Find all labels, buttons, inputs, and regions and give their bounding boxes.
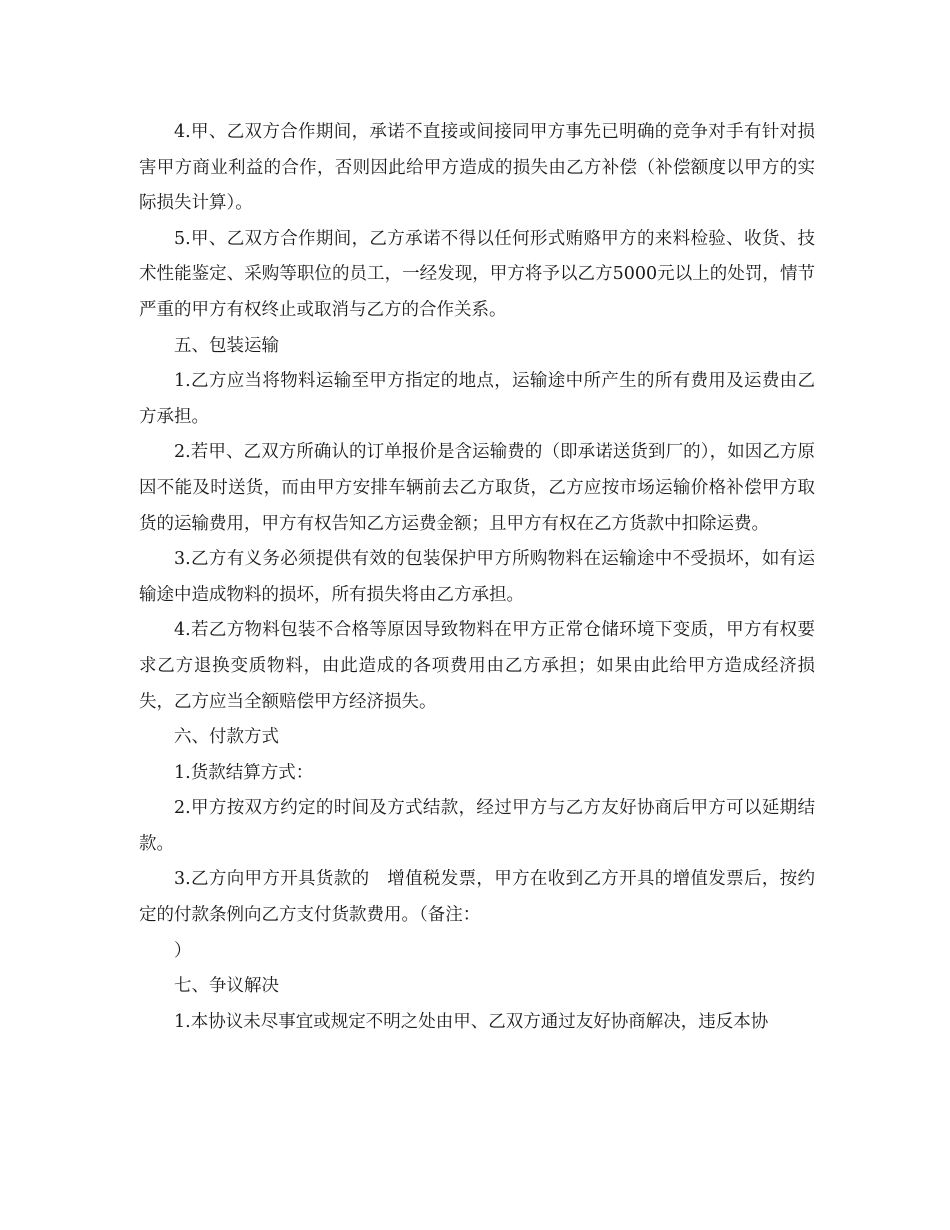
clause-4-competitor-cooperation: 4.甲、乙双方合作期间，承诺不直接或间接同甲方事先已明确的竞争对手有针对损害甲方商业利益的合作，否则因此给甲方造成的损失由乙方补偿（补偿额度以甲方的实际损失计算）。	[139, 122, 815, 214]
clause-transport-1: 1.乙方应当将物料运输至甲方指定的地点，运输途中所产生的所有费用及运费由乙方承担。	[139, 371, 815, 427]
clause-transport-2: 2.若甲、乙双方所确认的订单报价是含运输费的（即承诺送货到厂的），如因乙方原因不能及时送货，而由甲方安排车辆前去乙方取货，乙方应按市场运输价格补偿甲方取货的运输费用，甲方有权告知乙方运费金额；且甲方有权在乙方货款中扣除运费。	[139, 442, 815, 534]
section-heading-dispute-resolution: 七、争议解决	[174, 976, 279, 997]
clause-payment-1: 1.货款结算方式：	[174, 762, 314, 783]
clause-transport-3: 3.乙方有义务必须提供有效的包装保护甲方所购物料在运输途中不受损坏，如有运输途中造成物料的损坏，所有损失将由乙方承担。	[139, 549, 815, 605]
clause-dispute-1: 1.本协议未尽事宜或规定不明之处由甲、乙双方通过友好协商解决，违反本协	[174, 1011, 769, 1032]
section-heading-packaging-transport: 五、包装运输	[174, 335, 279, 356]
clause-payment-3: 3.乙方向甲方开具货款的 增值税发票，甲方在收到乙方开具的增值发票后，按约定的付款条例向乙方支付货款费用。（备注：	[139, 869, 815, 926]
clause-5-no-bribery: 5.甲、乙双方合作期间，乙方承诺不得以任何形式贿赂甲方的来料检验、收货、技术性能鉴定、采购等职位的员工，一经发现，甲方将予以乙方5000元以上的处罚，情节严重的甲方有权终止或取消与乙方的合作关系。	[139, 228, 815, 320]
closing-parenthesis-line: ）	[174, 940, 192, 961]
section-heading-payment-method: 六、付款方式	[174, 727, 279, 748]
clause-transport-4: 4.若乙方物料包装不合格等原因导致物料在甲方正常仓储环境下变质，甲方有权要求乙方退换变质物料，由此造成的各项费用由乙方承担；如果由此给甲方造成经济损失，乙方应当全额赔偿甲方经济损失。	[139, 620, 815, 712]
document-body	[139, 115, 815, 1040]
clause-payment-2: 2.甲方按双方约定的时间及方式结款，经过甲方与乙方友好协商后甲方可以延期结款。	[139, 798, 815, 854]
